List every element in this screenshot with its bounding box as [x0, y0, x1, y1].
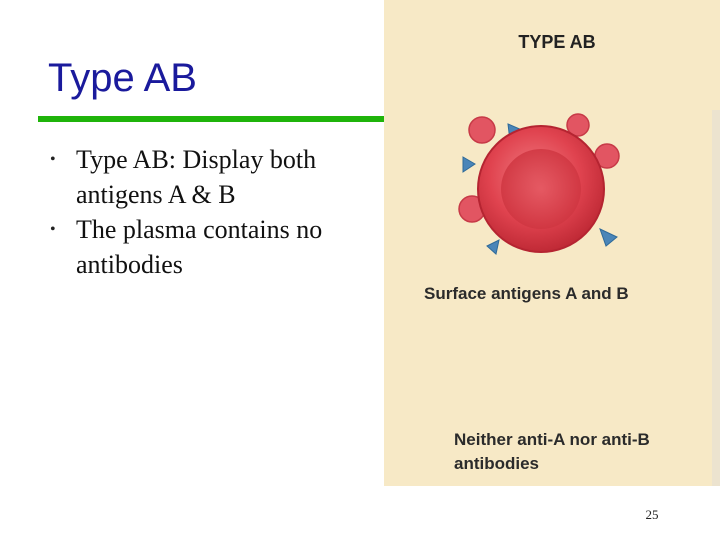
- antigen-a-icon: [600, 229, 617, 246]
- bullet-marker: •: [50, 221, 56, 238]
- bullet-list: [50, 142, 370, 282]
- bullet-item: [50, 142, 370, 212]
- bullet-text: The plasma contains no antibodies: [76, 215, 323, 279]
- slide-title: Type AB: [48, 56, 197, 100]
- bullet-marker: •: [50, 151, 56, 168]
- antibody-caption: Neither anti-A nor anti-B antibodies: [454, 430, 650, 473]
- antigen-a-icon: [487, 240, 499, 254]
- antigen-b-icon: [469, 117, 495, 143]
- bullet-text: Type AB: Display both antigens A & B: [76, 145, 317, 209]
- cell-center-icon: [501, 149, 581, 229]
- figure-title: TYPE AB: [518, 32, 596, 52]
- red-blood-cell-illustration: [384, 0, 720, 486]
- bullet-item: [50, 212, 370, 282]
- title-underline: [38, 116, 410, 122]
- slide-number: 25: [645, 507, 659, 522]
- antigen-a-icon: [463, 157, 475, 172]
- blood-type-figure: [384, 0, 720, 486]
- antigen-caption: Surface antigens A and B: [424, 284, 629, 303]
